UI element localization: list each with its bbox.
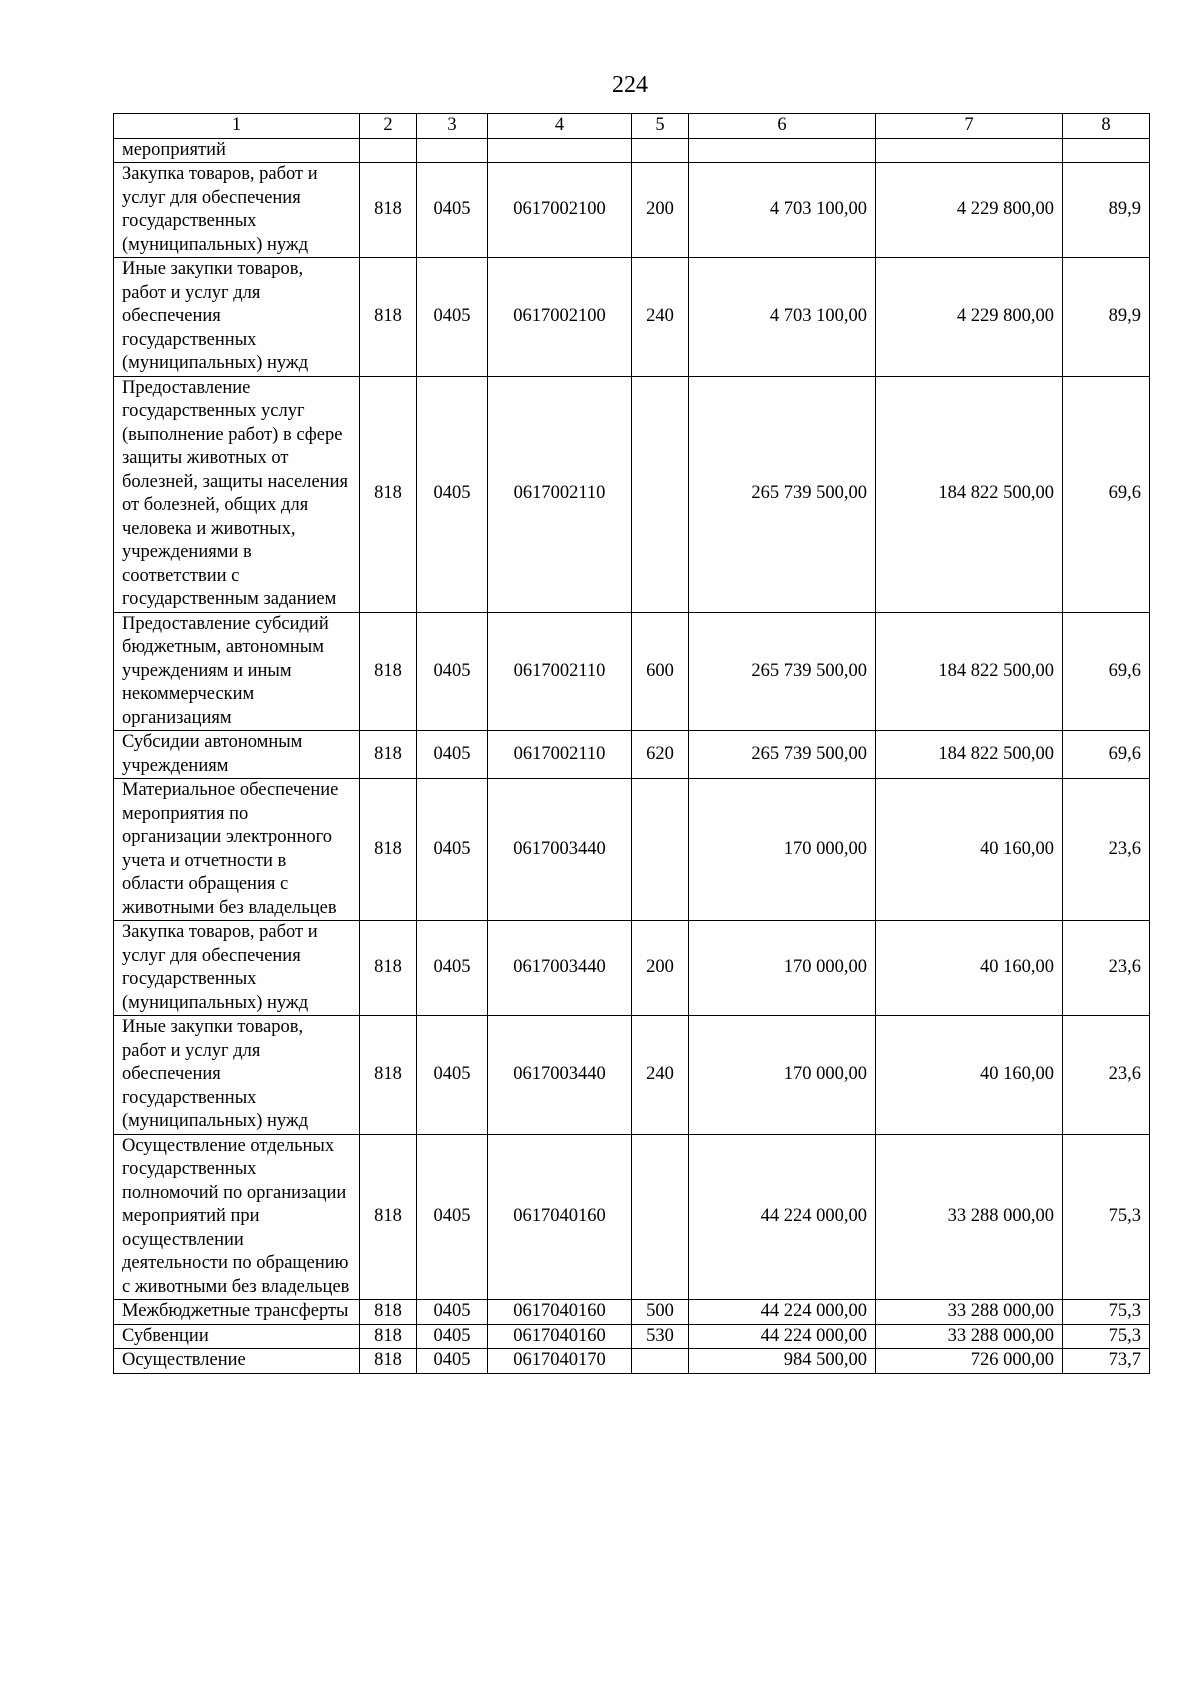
admin-code-cell: 818	[360, 1016, 417, 1135]
target-code-cell: 0617040160	[488, 1324, 632, 1349]
table-row	[114, 612, 1150, 731]
actual-amount-cell: 184 822 500,00	[876, 612, 1063, 731]
section-code-cell: 0405	[417, 779, 488, 921]
table-row	[114, 1134, 1150, 1300]
target-code-cell	[488, 138, 632, 163]
percent-cell: 23,6	[1063, 1016, 1150, 1135]
expense-type-cell: 240	[632, 258, 689, 377]
target-code-cell: 0617002110	[488, 612, 632, 731]
column-header: 7	[876, 114, 1063, 139]
item-name-cell: Межбюджетные трансферты	[114, 1300, 360, 1325]
column-header: 4	[488, 114, 632, 139]
table-row	[114, 138, 1150, 163]
admin-code-cell: 818	[360, 779, 417, 921]
column-header: 5	[632, 114, 689, 139]
percent-cell	[1063, 138, 1150, 163]
admin-code-cell: 818	[360, 1134, 417, 1300]
admin-code-cell: 818	[360, 1349, 417, 1374]
table-body	[114, 138, 1150, 1373]
section-code-cell	[417, 138, 488, 163]
expense-type-cell: 600	[632, 612, 689, 731]
target-code-cell: 0617040170	[488, 1349, 632, 1374]
item-name-cell: Предоставление субсидий бюджетным, автономным учреждениям и иным некоммерческим организациям	[114, 612, 360, 731]
section-code-cell: 0405	[417, 163, 488, 258]
plan-amount-cell: 265 739 500,00	[689, 731, 876, 779]
plan-amount-cell: 4 703 100,00	[689, 258, 876, 377]
admin-code-cell: 818	[360, 376, 417, 612]
percent-cell: 69,6	[1063, 612, 1150, 731]
target-code-cell: 0617002110	[488, 731, 632, 779]
admin-code-cell	[360, 138, 417, 163]
percent-cell: 73,7	[1063, 1349, 1150, 1374]
table-row	[114, 1324, 1150, 1349]
item-name-cell: Закупка товаров, работ и услуг для обеспечения государственных (муниципальных) нужд	[114, 163, 360, 258]
actual-amount-cell: 40 160,00	[876, 1016, 1063, 1135]
item-name-cell: Предоставление государственных услуг (выполнение работ) в сфере защиты животных от болезней, защиты населения от болезней, общих для человека и животных, учреждениями в соответствии с государственным заданием	[114, 376, 360, 612]
actual-amount-cell: 4 229 800,00	[876, 258, 1063, 377]
plan-amount-cell: 4 703 100,00	[689, 163, 876, 258]
item-name-cell: Субсидии автономным учреждениям	[114, 731, 360, 779]
plan-amount-cell: 44 224 000,00	[689, 1134, 876, 1300]
percent-cell: 69,6	[1063, 731, 1150, 779]
section-code-cell: 0405	[417, 1134, 488, 1300]
expense-type-cell	[632, 1349, 689, 1374]
column-header: 3	[417, 114, 488, 139]
admin-code-cell: 818	[360, 731, 417, 779]
expense-type-cell: 530	[632, 1324, 689, 1349]
expense-type-cell	[632, 138, 689, 163]
table-row	[114, 1300, 1150, 1325]
header-row	[114, 114, 1150, 139]
section-code-cell: 0405	[417, 1324, 488, 1349]
section-code-cell: 0405	[417, 1300, 488, 1325]
actual-amount-cell: 40 160,00	[876, 779, 1063, 921]
section-code-cell: 0405	[417, 1349, 488, 1374]
target-code-cell: 0617002100	[488, 258, 632, 377]
section-code-cell: 0405	[417, 612, 488, 731]
table-row	[114, 731, 1150, 779]
plan-amount-cell: 170 000,00	[689, 921, 876, 1016]
plan-amount-cell: 984 500,00	[689, 1349, 876, 1374]
column-header: 2	[360, 114, 417, 139]
expense-type-cell: 200	[632, 921, 689, 1016]
column-header: 6	[689, 114, 876, 139]
budget-table	[113, 113, 1150, 1374]
admin-code-cell: 818	[360, 1300, 417, 1325]
target-code-cell: 0617040160	[488, 1300, 632, 1325]
section-code-cell: 0405	[417, 258, 488, 377]
expense-type-cell	[632, 376, 689, 612]
plan-amount-cell: 44 224 000,00	[689, 1300, 876, 1325]
expense-type-cell: 200	[632, 163, 689, 258]
expense-type-cell: 240	[632, 1016, 689, 1135]
plan-amount-cell: 265 739 500,00	[689, 612, 876, 731]
plan-amount-cell: 265 739 500,00	[689, 376, 876, 612]
target-code-cell: 0617003440	[488, 779, 632, 921]
percent-cell: 23,6	[1063, 779, 1150, 921]
item-name-cell: Иные закупки товаров, работ и услуг для обеспечения государственных (муниципальных) нужд	[114, 258, 360, 377]
item-name-cell: Закупка товаров, работ и услуг для обеспечения государственных (муниципальных) нужд	[114, 921, 360, 1016]
percent-cell: 89,9	[1063, 258, 1150, 377]
table-row	[114, 921, 1150, 1016]
table-row	[114, 779, 1150, 921]
page-number: 224	[612, 72, 648, 98]
actual-amount-cell: 184 822 500,00	[876, 376, 1063, 612]
column-header: 8	[1063, 114, 1150, 139]
item-name-cell: Иные закупки товаров, работ и услуг для обеспечения государственных (муниципальных) нужд	[114, 1016, 360, 1135]
expense-type-cell: 500	[632, 1300, 689, 1325]
actual-amount-cell: 33 288 000,00	[876, 1134, 1063, 1300]
section-code-cell: 0405	[417, 376, 488, 612]
expense-type-cell: 620	[632, 731, 689, 779]
section-code-cell: 0405	[417, 1016, 488, 1135]
actual-amount-cell: 4 229 800,00	[876, 163, 1063, 258]
actual-amount-cell	[876, 138, 1063, 163]
column-header: 1	[114, 114, 360, 139]
section-code-cell: 0405	[417, 731, 488, 779]
table-row	[114, 1016, 1150, 1135]
admin-code-cell: 818	[360, 1324, 417, 1349]
table-row	[114, 258, 1150, 377]
item-name-cell: мероприятий	[114, 138, 360, 163]
item-name-cell: Материальное обеспечение мероприятия по организации электронного учета и отчетности в области обращения с животными без владельцев	[114, 779, 360, 921]
target-code-cell: 0617040160	[488, 1134, 632, 1300]
target-code-cell: 0617003440	[488, 1016, 632, 1135]
actual-amount-cell: 184 822 500,00	[876, 731, 1063, 779]
target-code-cell: 0617002100	[488, 163, 632, 258]
expense-type-cell	[632, 1134, 689, 1300]
expense-type-cell	[632, 779, 689, 921]
admin-code-cell: 818	[360, 163, 417, 258]
item-name-cell: Осуществление отдельных государственных полномочий по организации мероприятий при осуществлении деятельности по обращению с животными без владельцев	[114, 1134, 360, 1300]
percent-cell: 75,3	[1063, 1300, 1150, 1325]
table-row	[114, 1349, 1150, 1374]
admin-code-cell: 818	[360, 921, 417, 1016]
percent-cell: 75,3	[1063, 1324, 1150, 1349]
plan-amount-cell: 170 000,00	[689, 779, 876, 921]
target-code-cell: 0617003440	[488, 921, 632, 1016]
percent-cell: 89,9	[1063, 163, 1150, 258]
admin-code-cell: 818	[360, 612, 417, 731]
percent-cell: 23,6	[1063, 921, 1150, 1016]
actual-amount-cell: 726 000,00	[876, 1349, 1063, 1374]
plan-amount-cell: 170 000,00	[689, 1016, 876, 1135]
actual-amount-cell: 33 288 000,00	[876, 1324, 1063, 1349]
percent-cell: 75,3	[1063, 1134, 1150, 1300]
plan-amount-cell	[689, 138, 876, 163]
item-name-cell: Субвенции	[114, 1324, 360, 1349]
section-code-cell: 0405	[417, 921, 488, 1016]
admin-code-cell: 818	[360, 258, 417, 377]
plan-amount-cell: 44 224 000,00	[689, 1324, 876, 1349]
item-name-cell: Осуществление	[114, 1349, 360, 1374]
target-code-cell: 0617002110	[488, 376, 632, 612]
actual-amount-cell: 33 288 000,00	[876, 1300, 1063, 1325]
actual-amount-cell: 40 160,00	[876, 921, 1063, 1016]
table-row	[114, 163, 1150, 258]
table-row	[114, 376, 1150, 612]
percent-cell: 69,6	[1063, 376, 1150, 612]
